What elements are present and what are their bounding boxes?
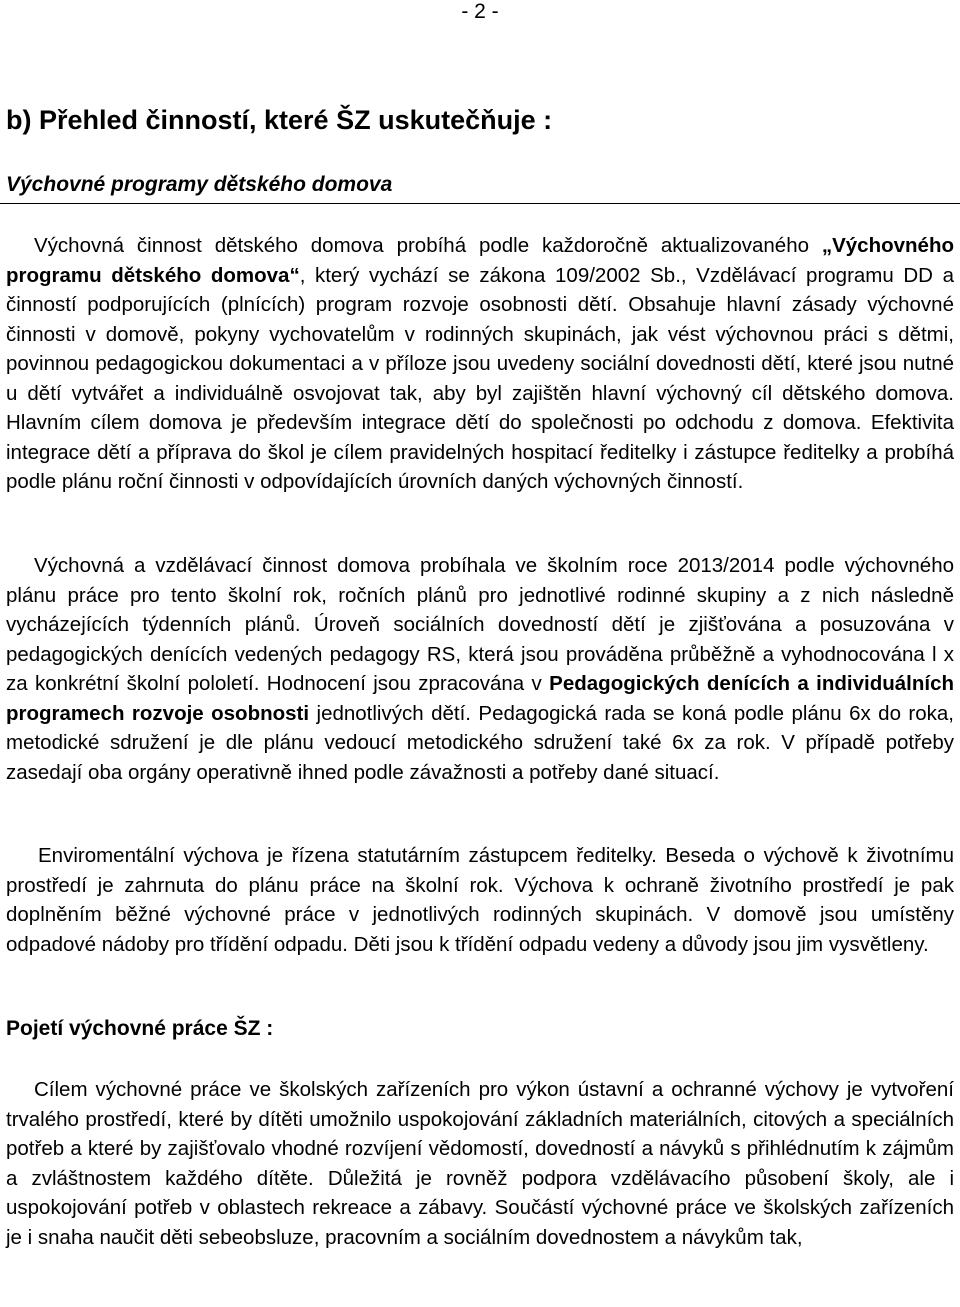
horizontal-rule [0,203,960,204]
paragraph-educational-activity [6,551,954,787]
paragraph-text: jednotlivých dětí. Pedagogická rada se koná podle plánu 6x do roka, metodické sdružení je dle plánu vedoucí metodického sdružení také 6x za rok. V případě potřeby zasedají oba orgány operativně ihned podle závažnosti a potřeby dané situací. [6,701,954,784]
diaries-programs-bold: Pedagogických denících a individuálních programech rozvoje osobnosti [6,672,954,725]
paragraph-text: Výchovná a vzdělávací činnost domova probíhala ve školním roce 2013/2014 podle výchovného plánu práce pro tento školní rok, ročních plánů pro jednotlivé rodinné skupiny a z nich následně vycházejících týdenních plánů. Úroveň sociálních dovedností dětí je zjišťována a posuzována v pedagogických denících vedených pedagogy RS, která jsou prováděna průběžně a vyhodnocována l x za konkrétní školní pololetí. Hodnocení jsou zpracována v [6,554,954,695]
subheading-educational-programs: Výchovné programy dětského domova [6,173,393,196]
paragraph-educational-program [6,231,954,497]
paragraph-concept-of-educational-work: Cílem výchovné práce ve školských zařízeních pro výkon ústavní a ochranné výchovy je vytvoření trvalého prostředí, které by dítěti umožnilo uspokojování základních materiálních, citových a speciálních potřeb a které by zajišťovalo vhodné rozvíjení vědomostí, dovedností a návyků s přihlédnutím k zájmům a zvláštnostem každého dítěte. Důležitá je rovněž podpora vzdělávacího působení školy, ale i uspokojování potřeb v oblastech rekreace a zábavy. Součástí výchovné práce ve školských zařízeních je i snaha naučit děti sebeobsluze, pracovním a sociálním dovednostem a návykům tak, [6,1078,954,1249]
program-name-bold: „Výchovného programu dětského domova“ [6,234,954,287]
heading-concept-of-educational-work: Pojetí výchovné práce ŠZ : [6,1017,274,1040]
paragraph-environmental-education: Enviromentální výchova je řízena statutárním zástupcem ředitelky. Beseda o výchově k životnímu prostředí je zahrnuta do plánu práce na školní rok. Výchova k ochraně životního prostředí je pak doplněním běžné výchovné práce v jednotlivých rodinných skupinách. V domově jsou umístěny odpadové nádoby pro třídění odpadu. Děti jsou k třídění odpadu vedeny a důvody jsou jim vysvětleny. [6,844,954,956]
paragraph-text: Výchovná činnost dětského domova probíhá podle každoročně aktualizovaného [34,234,822,257]
paragraph-text: , který vychází se zákona 109/2002 Sb., Vzdělávací programu DD a činností podporujících (plnících) program rozvoje osobnosti dětí. Obsahuje hlavní zásady výchovné činnosti v domově, pokyny vychovatelům v rodinných skupinách, jak vést výchovnou práci s dětmi, povinnou pedagogickou dokumentaci a v příloze jsou uvedeny sociální dovednosti dětí, které jsou nutné u dětí vytvářet a individuálně osvojovat tak, aby byl zajištěn hlavní výchovný cíl dětského domova. Hlavním cílem domova je především integrace dětí do společnosti po odchodu z domova. Efektivita integrace dětí a příprava do škol je cílem pravidelných hospitací ředitelky i zástupce ředitelky a probíhá podle plánu roční činnosti v odpovídajících úrovních daných výchovných činností. [6,263,954,493]
section-heading: b) Přehled činností, které ŠZ uskutečňuje : [6,105,553,135]
page-number: - 2 - [461,0,499,23]
